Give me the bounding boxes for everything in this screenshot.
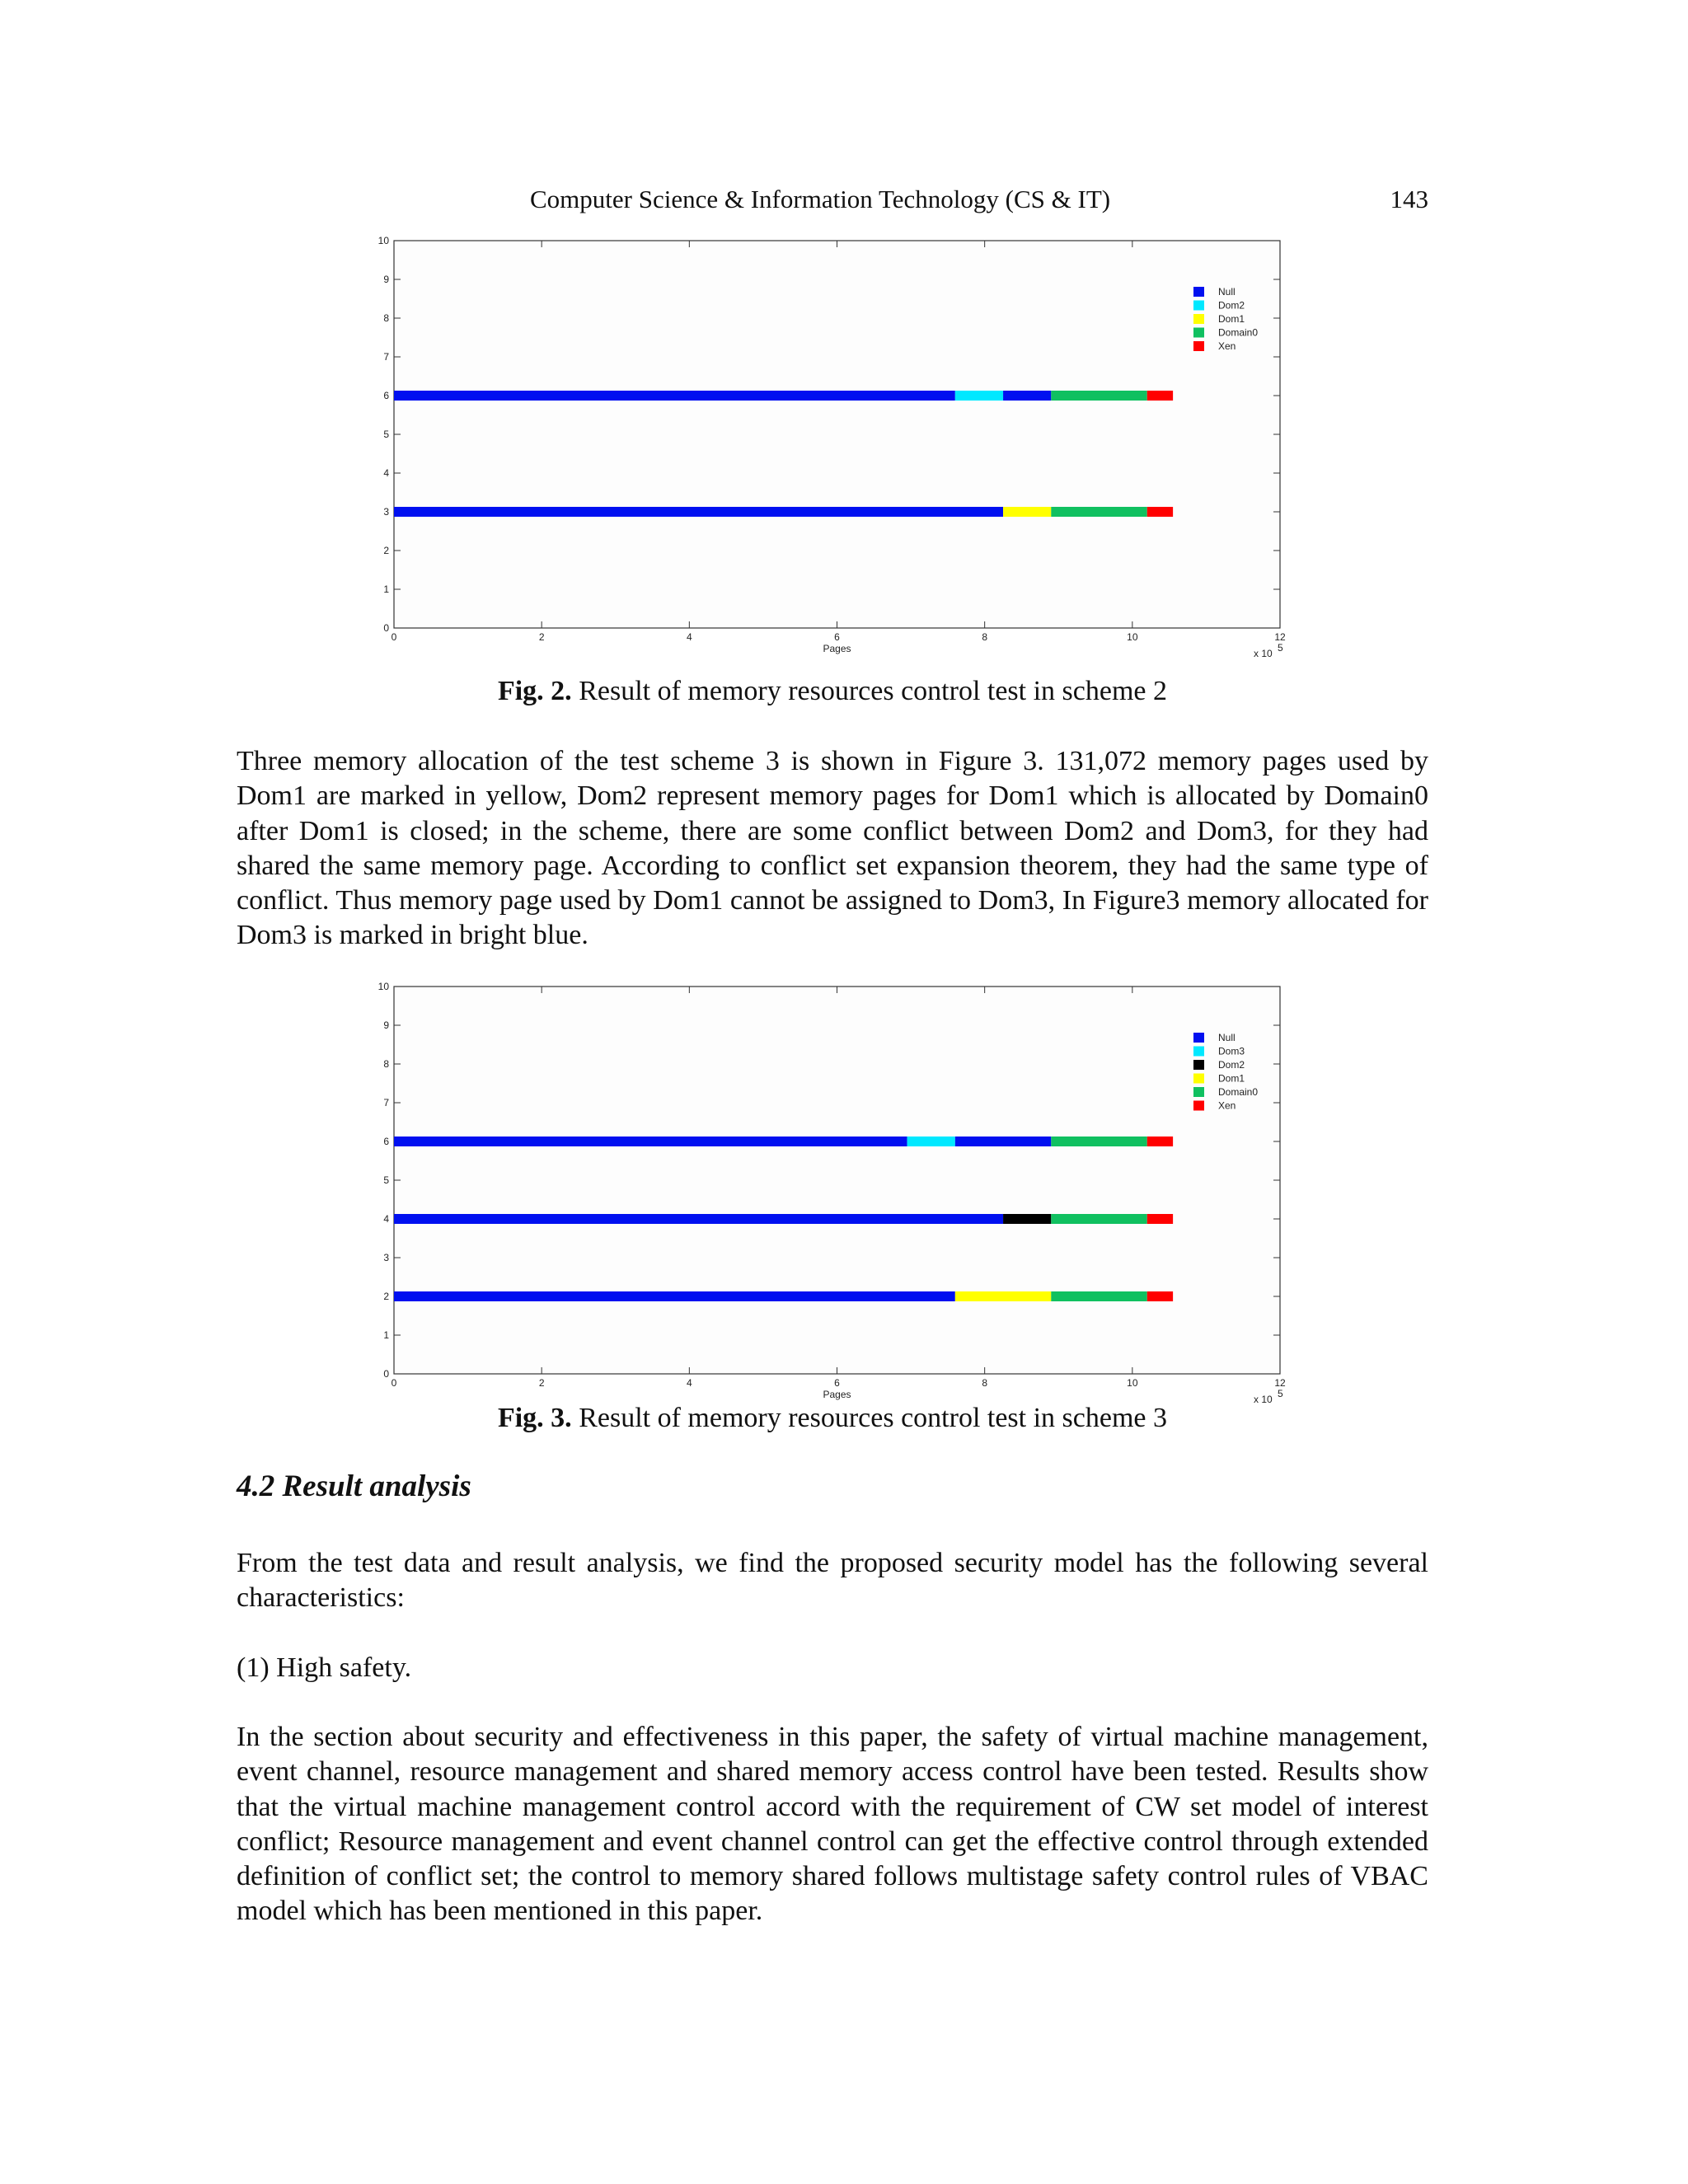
fig2-bar-3-segment-null [394, 507, 1003, 517]
fig3-xlabel: Pages [823, 1389, 851, 1400]
fig2-ytick-label: 1 [383, 583, 389, 595]
fig3-ytick-label: 5 [383, 1174, 389, 1186]
fig2-ytick-label: 9 [383, 274, 389, 285]
fig2-x-multiplier: x 10 [1254, 648, 1273, 659]
fig2-legend-swatch-dom2 [1193, 301, 1204, 311]
fig2-xtick-label: 8 [982, 631, 988, 643]
fig2-ytick-label: 3 [383, 506, 389, 518]
running-title: Computer Science & Information Technology (CS & IT) [530, 185, 1111, 213]
figure-3-chart [371, 978, 1311, 1407]
figure-2-caption-label: Fig. 2. [497, 676, 572, 706]
fig3-bar-4-segment-xen [1147, 1214, 1173, 1224]
paragraph-characteristics: From the test data and result analysis, we find the proposed security model has the following several characteristics: [237, 1548, 1428, 1614]
fig3-bar-6-segment-null [955, 1137, 1051, 1146]
figure-2-caption-text: Result of memory resources control test in scheme 2 [571, 676, 1168, 706]
fig3-xtick-label: 2 [538, 1377, 545, 1389]
fig3-bar-4-segment-domain0 [1051, 1214, 1146, 1224]
fig3-bar-2-segment-dom1 [955, 1291, 1051, 1301]
fig3-x-multiplier: x 10 [1254, 1394, 1273, 1405]
figure-2-caption [237, 676, 1428, 707]
fig3-ytick-label: 6 [383, 1136, 389, 1147]
fig3-bar-6-segment-xen [1147, 1137, 1173, 1146]
fig3-plot-area [394, 987, 1280, 1374]
fig3-legend-swatch-xen [1193, 1101, 1204, 1111]
fig3-legend-swatch-dom3 [1193, 1047, 1204, 1057]
fig2-xtick-label: 2 [538, 631, 545, 643]
fig2-ytick-label: 4 [383, 467, 389, 479]
fig3-ytick-label: 1 [383, 1329, 389, 1341]
fig2-legend-label-dom2: Dom2 [1218, 299, 1245, 312]
fig3-xtick-label: 12 [1274, 1377, 1286, 1389]
figure-3-caption-label: Fig. 3. [497, 1403, 572, 1433]
fig3-ytick-label: 10 [377, 981, 389, 992]
fig3-ytick-label: 4 [383, 1213, 389, 1225]
fig2-legend-swatch-null [1193, 287, 1204, 297]
fig2-bar-6-segment-null [1003, 391, 1051, 401]
fig2-ytick-label: 6 [383, 390, 389, 401]
fig3-bar-2-segment-null [394, 1291, 955, 1301]
fig3-bar-6-segment-null [394, 1137, 907, 1146]
fig3-legend-label-domain0: Domain0 [1218, 1086, 1259, 1098]
fig2-plot-area [394, 241, 1280, 628]
fig3-bar-6-segment-dom3 [907, 1137, 955, 1146]
fig2-bar-3-segment-xen [1147, 507, 1173, 517]
fig3-legend-label-dom1: Dom1 [1218, 1072, 1245, 1085]
figure-2 [371, 232, 1311, 661]
fig2-xtick-label: 12 [1274, 631, 1286, 643]
fig3-legend-label-dom2: Dom2 [1218, 1059, 1245, 1071]
fig3-legend-swatch-dom2 [1193, 1060, 1204, 1070]
fig2-bar-6-segment-domain0 [1051, 391, 1146, 401]
fig2-legend-label-xen: Xen [1218, 340, 1236, 352]
fig2-xtick-label: 4 [686, 631, 692, 643]
fig2-ytick-label: 0 [383, 622, 389, 634]
fig3-legend-swatch-null [1193, 1033, 1204, 1043]
fig3-ytick-label: 3 [383, 1252, 389, 1263]
fig2-legend-label-domain0: Domain0 [1218, 326, 1259, 339]
fig3-ytick-label: 7 [383, 1097, 389, 1108]
figure-2-chart [371, 232, 1311, 661]
fig2-legend-swatch-domain0 [1193, 328, 1204, 338]
fig3-ytick-label: 8 [383, 1058, 389, 1070]
fig2-legend-label-dom1: Dom1 [1218, 313, 1245, 325]
fig3-xtick-label: 0 [391, 1377, 397, 1389]
fig3-xtick-label: 10 [1127, 1377, 1138, 1389]
paragraph-scheme3: Three memory allocation of the test scheme 3 is shown in Figure 3. 131,072 memory pages used by Dom1 are marked in yellow, Dom2 represent memory pages for Dom1 which is allocated by Domain0 after Dom1 is closed; in the scheme, there are some conflict between Dom2 and Dom3, for they had shared the same memory page. According to conflict set expansion theorem, they had the same type of conflict. Thus memory page used by Dom1 cannot be assigned to Dom3, In Figure3 memory allocated for Dom3 is marked in bright blue. [237, 746, 1428, 951]
fig2-ytick-label: 10 [377, 235, 389, 246]
fig2-bar-6-segment-xen [1147, 391, 1173, 401]
figure-3-caption [237, 1403, 1428, 1434]
page-header [237, 185, 1428, 218]
fig2-ytick-label: 5 [383, 429, 389, 440]
fig3-x-multiplier-exponent: 5 [1278, 1388, 1283, 1399]
fig3-legend-label-null: Null [1218, 1032, 1236, 1043]
fig2-legend-swatch-dom1 [1193, 314, 1204, 324]
fig2-bar-3-segment-dom1 [1003, 507, 1051, 517]
fig2-bar-3-segment-domain0 [1051, 507, 1146, 517]
fig2-xtick-label: 6 [834, 631, 840, 643]
fig3-bar-4-segment-null [394, 1214, 1003, 1224]
fig2-x-multiplier-exponent: 5 [1278, 642, 1283, 654]
fig2-legend-swatch-xen [1193, 341, 1204, 351]
fig3-ytick-label: 9 [383, 1019, 389, 1031]
fig3-ytick-label: 2 [383, 1291, 389, 1302]
fig3-bar-2-segment-domain0 [1051, 1291, 1146, 1301]
paragraph-security-results: In the section about security and effectiveness in this paper, the safety of virtual machine management, event channel, resource management and shared memory access control have been tested. Results show that the virtual machine management control accord with the requirement of CW set model of interest conflict; Resource management and event channel control can get the effective control through extended definition of conflict set; the control to memory shared follows multistage safety control rules of VBAC model which has been mentioned in this paper. [237, 1722, 1428, 1927]
fig2-ytick-label: 8 [383, 312, 389, 324]
fig3-ytick-label: 0 [383, 1368, 389, 1380]
fig3-legend-label-xen: Xen [1218, 1099, 1236, 1112]
fig3-legend-swatch-domain0 [1193, 1087, 1204, 1097]
fig2-xtick-label: 10 [1127, 631, 1138, 643]
fig2-bar-6-segment-null [394, 391, 955, 401]
fig2-ytick-label: 2 [383, 545, 389, 556]
fig3-bar-2-segment-xen [1147, 1291, 1173, 1301]
fig2-xtick-label: 0 [391, 631, 397, 643]
fig2-bar-6-segment-dom2 [955, 391, 1003, 401]
page-number: 143 [1390, 185, 1428, 213]
paragraph-high-safety: (1) High safety. [237, 1652, 412, 1683]
fig3-bar-6-segment-domain0 [1051, 1137, 1146, 1146]
fig3-xtick-label: 6 [834, 1377, 840, 1389]
figure-3-caption-text: Result of memory resources control test in scheme 3 [571, 1403, 1168, 1433]
fig3-xtick-label: 4 [686, 1377, 692, 1389]
fig2-xlabel: Pages [823, 643, 851, 654]
fig3-bar-4-segment-dom2 [1003, 1214, 1051, 1224]
fig3-legend-swatch-dom1 [1193, 1074, 1204, 1084]
section-title: 4.2 Result analysis [237, 1469, 471, 1503]
fig3-xtick-label: 8 [982, 1377, 988, 1389]
fig2-ytick-label: 7 [383, 351, 389, 363]
fig3-legend-label-dom3: Dom3 [1218, 1045, 1245, 1057]
fig2-legend-label-null: Null [1218, 286, 1236, 298]
figure-3 [371, 978, 1311, 1407]
